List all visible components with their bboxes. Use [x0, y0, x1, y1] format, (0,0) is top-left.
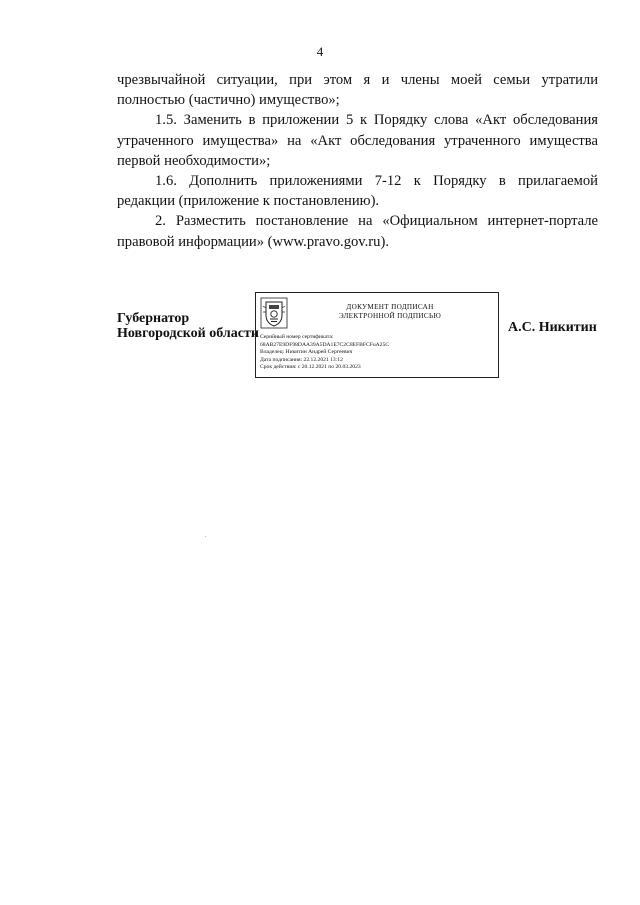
stamp-corner-mark — [492, 292, 499, 299]
paragraph-1-6: 1.6. Дополнить приложениями 7-12 к Порядку в прилагаемой редакции (приложение к постановлению). — [117, 173, 598, 210]
electronic-signature-stamp — [255, 292, 499, 378]
stamp-owner: Владелец: Никитин Андрей Сергеевич — [260, 349, 353, 356]
stamp-cert-label: Серийный номер сертификата: — [260, 334, 334, 340]
paragraph-continuation: чрезвычайной ситуации, при этом я и члены моей семьи утратили полностью (частично) имущество»; — [117, 72, 598, 109]
document-body — [117, 70, 598, 252]
stamp-header-line2: ЭЛЕКТРОННОЙ ПОДПИСЬЮ — [338, 312, 442, 320]
stamp-details — [260, 334, 389, 372]
stamp-signed-date: Дата подписания: 22.12.2021 13:12 — [260, 356, 343, 363]
stamp-header — [300, 303, 480, 321]
signatory-title-line1: Губернатор — [117, 311, 190, 326]
paragraph-2: 2. Разместить постановление на «Официальном интернет-портале правовой информации» (www.pravo.gov.ru). — [117, 213, 598, 250]
signatory-title — [117, 312, 259, 341]
stamp-cert-serial: 68AB27E9DF98DAA39A5DA1E7C2C8EFBFCFuA25C — [260, 341, 389, 348]
stamp-header-line1: ДОКУМЕНТ ПОДПИСАН — [346, 303, 434, 311]
scan-speck — [205, 536, 206, 537]
signatory-name: А.С. Никитин — [508, 320, 597, 335]
paragraph-1-5: 1.5. Заменить в приложении 5 к Порядку слова «Акт обследования утраченного имущества» на «Акт обследования утраченного имущества первой необходимости»; — [117, 112, 598, 169]
page-number: 4 — [316, 44, 324, 59]
signatory-title-line2: Новгородской области — [117, 325, 259, 341]
stamp-validity: Срок действия: с 20.12.2021 по 20.03.2023 — [260, 364, 361, 371]
coat-of-arms-icon — [260, 297, 288, 329]
